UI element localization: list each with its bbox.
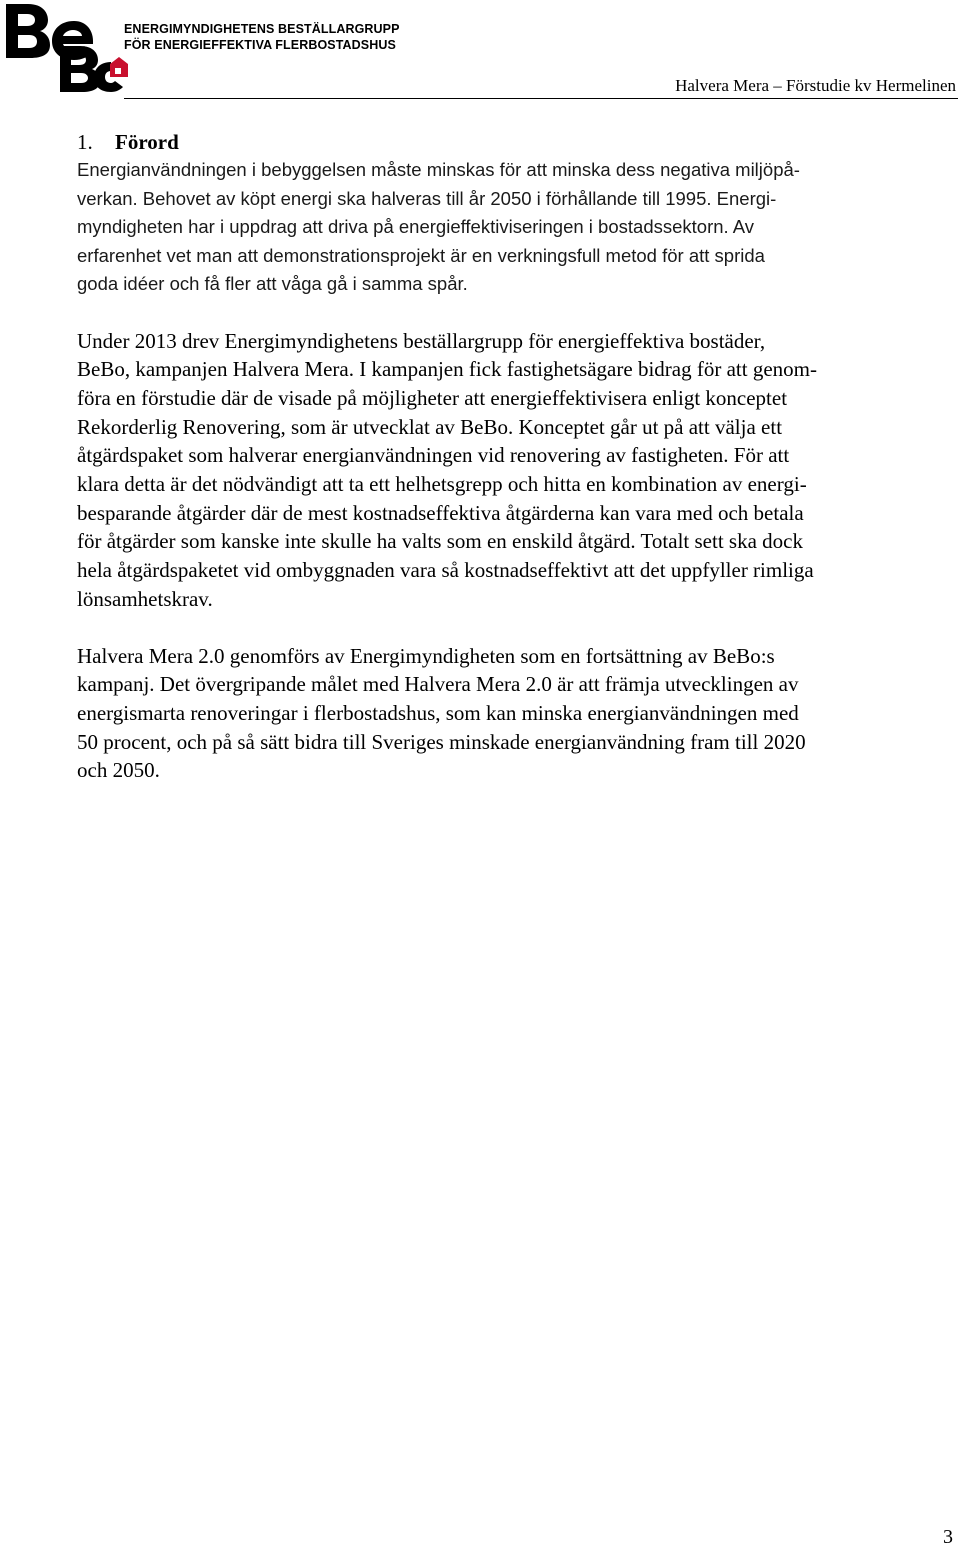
text-line: besparande åtgärder där de mest kostnadseffektiva åtgärderna kan vara med och betala <box>77 500 804 525</box>
text-line: åtgärdspaket som halverar energianvändningen vid renovering av fastigheten. För att <box>77 443 790 468</box>
paragraph-1 <box>77 156 955 299</box>
running-title: Halvera Mera – Förstudie kv Hermelinen <box>675 76 956 95</box>
section-heading <box>77 128 955 156</box>
bebo-logo <box>2 2 128 94</box>
paragraph-gap <box>77 299 955 327</box>
text-line: Rekorderlig Renovering, som är utvecklat av BeBo. Konceptet går ut på att välja ett <box>77 414 783 439</box>
text-line: goda idéer och få fler att våga gå i samma spår. <box>77 273 468 294</box>
text-line: myndigheten har i uppdrag att driva på energieffektiviseringen i bostadssektorn. Av <box>77 216 755 237</box>
org-line-1: ENERGIMYNDIGHETENS BESTÄLLARGRUPP <box>124 22 400 36</box>
text-line: för åtgärder som kanske inte skulle ha valts som en enskild åtgärd. Totalt sett ska dock <box>77 529 803 554</box>
text-line: klara detta är det nödvändigt att ta ett helhetsgrepp och hitta en kombination av energi- <box>77 472 807 497</box>
text-line: hela åtgärdspaketet vid ombyggnaden vara så kostnadseffektivt att det uppfyller rimliga <box>77 558 814 583</box>
text-line: erfarenhet vet man att demonstrationsprojekt är en verkningsfull metod för att sprida <box>77 244 765 266</box>
text-line: energismarta renoveringar i flerbostadshus, som kan minska energianvändningen med <box>77 700 799 725</box>
section-number: 1. <box>77 130 93 154</box>
text-line: och 2050. <box>77 758 160 783</box>
organization-name <box>124 21 400 53</box>
text-line: Under 2013 drev Energimyndighetens beställargrupp för energieffektiva bostäder, <box>77 328 766 353</box>
text-line: 50 procent, och på så sätt bidra till Sveriges minskade energianvändning fram till 2020 <box>77 729 806 754</box>
text-line: verkan. Behovet av köpt energi ska halveras till år 2050 i förhållande till 1995. Energi- <box>77 187 777 209</box>
text-line: Halvera Mera 2.0 genomförs av Energimyndigheten som en fortsättning av BeBo:s <box>77 643 775 668</box>
text-line: BeBo, kampanjen Halvera Mera. I kampanjen fick fastighetsägare bidrag för att genom- <box>77 357 817 382</box>
paragraph-gap <box>77 614 955 642</box>
org-line-2: FÖR ENERGIEFFEKTIVA FLERBOSTADSHUS <box>124 38 396 52</box>
page-header <box>0 0 960 100</box>
page-number: 3 <box>943 1526 953 1548</box>
page-content <box>77 128 955 785</box>
paragraph-2 <box>77 327 955 614</box>
section-title: Förord <box>115 130 179 154</box>
text-line: lönsamhetskrav. <box>77 586 213 611</box>
paragraph-3 <box>77 642 955 786</box>
text-line: kampanj. Det övergripande målet med Halvera Mera 2.0 är att främja utvecklingen av <box>77 672 799 697</box>
text-line: Energianvändningen i bebyggelsen måste minskas för att minska dess negativa miljöpå- <box>77 159 800 180</box>
text-line: föra en förstudie där de visade på möjligheter att energieffektivisera enligt konceptet <box>77 385 788 410</box>
header-rule <box>124 98 958 99</box>
